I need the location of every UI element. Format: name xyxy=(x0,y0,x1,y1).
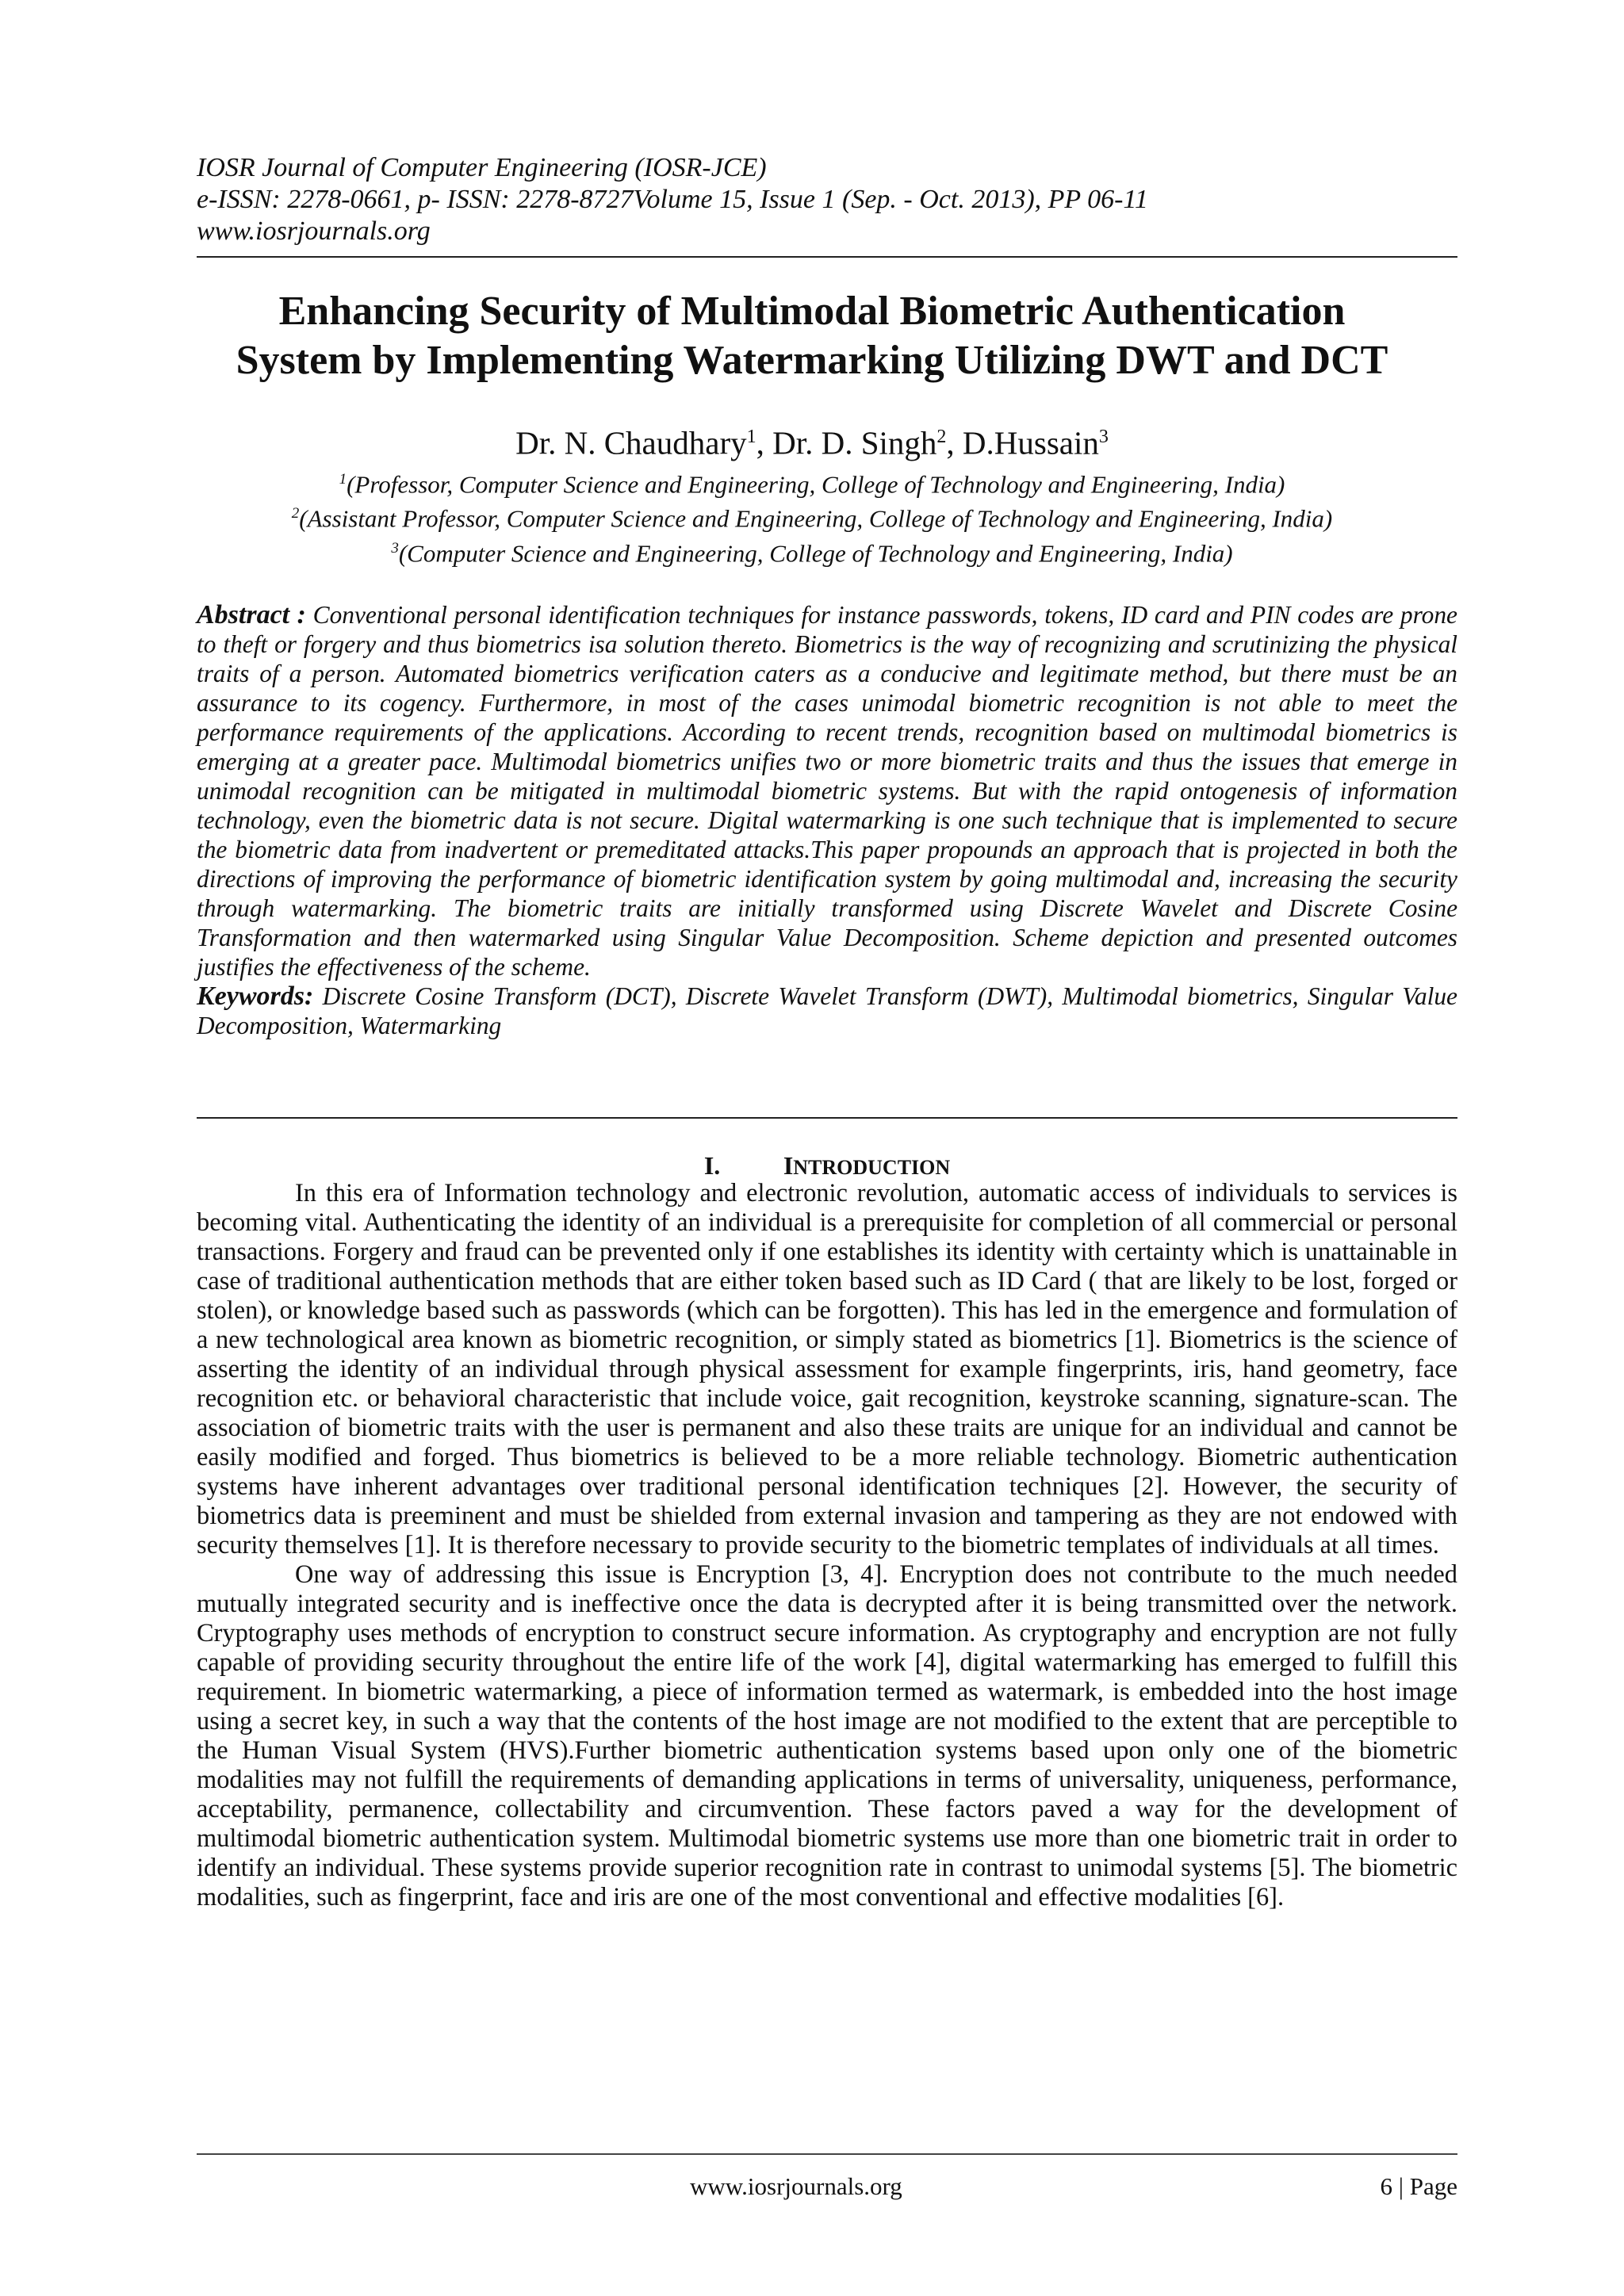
paragraph: In this era of Information technology and electronic revolution, automatic access of individuals to services is becoming vital. Authenticating the identity of an individual is a prerequisite for completion of all commercial or personal transactions. Forgery and fraud can be prevented only if one establishes its identity with certainty which is unattainable in case of traditional authentication methods that are either token based such as ID Card ( that are likely to be lost, forged or stolen), or knowledge based such as passwords (which can be forgotten). This has led in the emergence and formulation of a new technological area known as biometric recognition, or simply stated as biometrics [1]. Biometrics is the science of asserting the identity of an individual through physical assessment for example fingerprints, iris, hand geometry, face recognition etc. or behavioral characteristic that include voice, gait recognition, keystroke scanning, signature-scan. The association of biometric traits with the user is permanent and also these traits are unique for an individual and cannot be easily modified and forged. Thus biometrics is believed to be a more reliable technology. Biometric authentication systems have inherent advantages over traditional personal identification techniques [2]. However, the security of biometrics data is preeminent and must be shielded from external invasion and tampering as they are not endowed with security themselves [1]. It is therefore necessary to provide security to the biometric templates of individuals at all times. xyxy=(197,1179,1457,1559)
footer-divider xyxy=(197,2153,1457,2155)
keywords-label: Keywords: xyxy=(197,982,314,1011)
section-number: I. xyxy=(703,1151,721,1180)
affiliation-text: (Computer Science and Engineering, College of Technology and Engineering, India) xyxy=(398,538,1233,567)
affiliation-text: (Assistant Professor, Computer Science and Engineering, College of Technology and Engineering, India) xyxy=(299,504,1333,533)
affiliation-superscript: 1 xyxy=(339,471,347,488)
affiliation-item xyxy=(159,465,1465,499)
abstract-text: Conventional personal identification techniques for instance passwords, tokens, ID card and PIN codes are prone to theft or forgery and thus biometrics isa solution thereto. Biometrics is the way of recognizing and scrutinizing the physical traits of a person. Automated biometrics verification caters as a conducive and legitimate method, but there must be an assurance to its cogency. Furthermore, in most of the cases unimodal biometric recognition is not able to meet the performance requirements of the applications. According to recent trends, recognition based on multimodal biometrics is emerging at a greater pace. Multimodal biometrics unifies two or more biometric traits and thus the issues that emerge in unimodal recognition can be mitigated in multimodal biometric systems. But with the rapid ontogenesis of information technology, even the biometric data is not secure. Digital watermarking is one such technique that is implemented to secure the biometric data from inadvertent or premeditated attacks.This paper propounds an approach that is projected in both the directions of improving the performance of biometric identification system by going multimodal and, increasing the security through watermarking. The biometric traits are initially transformed using Discrete Wavelet and Discrete Cosine Transformation and then watermarked using Singular Value Decomposition. Scheme depiction and presented outcomes justifies the effectiveness of the scheme. xyxy=(197,601,1457,981)
footer-site-link[interactable]: www.iosrjournals.org xyxy=(690,2172,902,2200)
abstract-block xyxy=(197,600,1457,1040)
abstract xyxy=(197,600,1457,982)
title-line-2: System by Implementing Watermarking Utilizing DWT and DCT xyxy=(236,338,1388,383)
abstract-divider xyxy=(197,1117,1457,1119)
paper-title xyxy=(159,287,1465,385)
affiliation-list xyxy=(159,465,1465,568)
author-name: Dr. N. Chaudhary xyxy=(515,424,747,461)
section-title-rest: NTRODUCTION xyxy=(793,1156,951,1179)
affiliation-superscript: 3 xyxy=(391,539,399,557)
affiliation-item xyxy=(159,499,1465,533)
affiliation-text: (Professor, Computer Science and Engineering, College of Technology and Engineering, India) xyxy=(347,470,1285,499)
author-name: D.Hussain xyxy=(962,424,1099,461)
keywords xyxy=(197,982,1457,1040)
author-superscript: 3 xyxy=(1098,427,1109,447)
affiliation-item xyxy=(159,534,1465,568)
affiliation-superscript: 2 xyxy=(291,505,300,522)
author-name: Dr. D. Singh xyxy=(772,424,937,461)
abstract-label: Abstract : xyxy=(197,600,306,629)
journal-site-link[interactable]: www.iosrjournals.org xyxy=(197,216,431,246)
author-superscript: 2 xyxy=(936,427,947,447)
author-list xyxy=(159,417,1465,463)
journal-name: IOSR Journal of Computer Engineering (IOSR-JCE) xyxy=(197,153,767,182)
author-separator: , xyxy=(946,424,963,461)
journal-header xyxy=(197,152,1457,247)
author-separator: , xyxy=(756,424,773,461)
journal-issn: e-ISSN: 2278-0661, p- ISSN: 2278-8727Volume 15, Issue 1 (Sep. - Oct. 2013), PP 06-11 xyxy=(197,185,1148,214)
introduction-body xyxy=(197,1179,1457,1912)
header-divider xyxy=(197,256,1457,258)
author-superscript: 1 xyxy=(746,427,756,447)
section-title-initial: I xyxy=(783,1151,794,1180)
title-line-1: Enhancing Security of Multimodal Biometric Authentication xyxy=(278,289,1346,334)
page-number: 6 | Page xyxy=(1380,2172,1457,2200)
keywords-text: Discrete Cosine Transform (DCT), Discrete Wavelet Transform (DWT), Multimodal biometrics, Singular Value Decomposition, Watermarking xyxy=(197,982,1457,1039)
paragraph: One way of addressing this issue is Encryption [3, 4]. Encryption does not contribute to the much needed mutually integrated security and is ineffective once the data is decrypted after it is being transmitted over the network. Cryptography uses methods of encryption to construct secure information. As cryptography and encryption are not fully capable of providing security throughout the entire life of the work [4], digital watermarking has emerged to fulfill this requirement. In biometric watermarking, a piece of information termed as watermark, is embedded into the host image using a secret key, in such a way that the contents of the host image are not modified to the extent that are perceptible to the Human Visual System (HVS).Further biometric authentication systems based upon only one of the biometric modalities may not fulfill the requirements of demanding applications in terms of universality, uniqueness, performance, acceptability, permanence, collectability and circumvention. These factors paved a way for the development of multimodal biometric authentication system. Multimodal biometric systems use more than one biometric trait in order to identify an individual. These systems provide superior recognition rate in contrast to unimodal systems [5]. The biometric modalities, such as fingerprint, face and iris are one of the most conventional and effective modalities [6]. xyxy=(197,1560,1457,1911)
